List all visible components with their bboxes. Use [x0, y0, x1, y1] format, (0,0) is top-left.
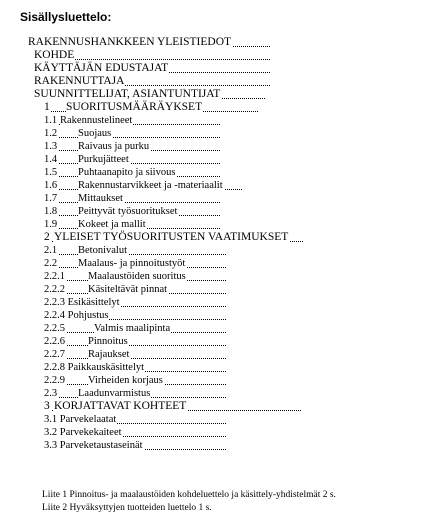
toc-entry-number: 1.3 — [44, 141, 58, 152]
toc-entry — [0, 426, 429, 439]
toc-entry — [0, 49, 429, 62]
toc-entry-title: Rakennustarvikkeet ja -materiaalit — [78, 180, 223, 191]
toc-entry-text: Pohjustus — [67, 310, 109, 321]
toc-entry — [0, 374, 429, 387]
toc-entry — [0, 231, 429, 244]
toc-entry-number: 1.7 — [44, 193, 58, 204]
toc-entry-title — [44, 426, 123, 439]
toc-entry-number: 1.2 — [44, 128, 58, 139]
toc-leader — [44, 358, 226, 359]
toc-entry-title: Laadunvarmistus — [78, 388, 151, 399]
toc-entry — [0, 127, 429, 140]
toc-entry — [0, 166, 429, 179]
toc-entry-text: Parveketaustaseinät — [59, 440, 143, 451]
toc-entry — [0, 322, 429, 335]
toc-leader — [44, 202, 220, 203]
appendix-1: Liite 1 Pinnoitus- ja maalaustöiden kohdeluettelo ja käsittely-yhdistelmät 2 s. — [42, 490, 336, 500]
toc-entry-title: Pinnoitus — [88, 336, 128, 347]
toc-entry-number: 2.2.8 — [44, 362, 65, 373]
toc-entry-text: Parvekelaatat — [59, 414, 117, 425]
toc-entry — [0, 62, 429, 75]
toc-entry-title: SUORITUSMÄÄRÄYKSET — [66, 101, 203, 113]
toc-entry-number: 2.2.7 — [44, 349, 65, 360]
toc-entry-number: 1.5 — [44, 167, 58, 178]
toc-entry — [0, 192, 429, 205]
toc-entry-title: RAKENNUSHANKKEEN YLEISTIEDOT — [28, 36, 232, 48]
toc-entry-title: Peittyvät työsuoritukset — [78, 206, 178, 217]
toc-entry-number: 2.2.3 — [44, 297, 65, 308]
toc-entry-title — [44, 413, 117, 426]
toc-entry-title: Raivaus ja purku — [78, 141, 150, 152]
toc-entry-number: 1.8 — [44, 206, 58, 217]
toc-entry-title: Suojaus — [78, 128, 112, 139]
toc-entry-number: 3.2 — [44, 427, 58, 438]
toc-entry-number: 2.2.2 — [44, 284, 65, 295]
toc-entry-title: Käsiteltävät pinnat — [88, 284, 168, 295]
toc-entry — [0, 413, 429, 426]
toc-entry — [0, 361, 429, 374]
toc-entry — [0, 387, 429, 400]
toc-entry — [0, 257, 429, 270]
toc-entry-number: 1.1 — [44, 115, 58, 126]
toc-entry — [0, 244, 429, 257]
toc-entry — [0, 205, 429, 218]
toc-entry-title — [44, 439, 144, 452]
table-of-contents — [0, 36, 429, 452]
toc-entry-title: Kokeet ja mallit — [78, 219, 146, 230]
toc-entry-number: 2.2.6 — [44, 336, 65, 347]
toc-entry — [0, 36, 429, 49]
toc-entry-title: Mittaukset — [78, 193, 123, 204]
toc-entry-number: 1.6 — [44, 180, 58, 191]
toc-entry-number: 3.3 — [44, 440, 58, 451]
toc-entry-number: 1.9 — [44, 219, 58, 230]
toc-entry-number: 2.2 — [44, 258, 58, 269]
toc-entry — [0, 335, 429, 348]
toc-entry-title: Purkujätteet — [78, 154, 129, 165]
toc-entry — [0, 114, 429, 127]
toc-leader — [44, 163, 220, 164]
toc-entry-number: 2 — [44, 231, 50, 243]
toc-entry-title: Rajaukset — [88, 349, 130, 360]
toc-entry-number: 2.3 — [44, 388, 58, 399]
toc-entry-title: SUUNNITTELIJAT, ASIANTUNTIJAT — [34, 88, 221, 100]
toc-entry — [0, 140, 429, 153]
toc-entry — [0, 75, 429, 88]
toc-leader — [44, 254, 226, 255]
toc-entry — [0, 309, 429, 322]
toc-entry-title — [44, 296, 121, 309]
toc-entry-title: Valmis maalipinta — [94, 323, 171, 334]
page-title: Sisällysluettelo: — [20, 10, 112, 24]
toc-entry-number: 1.4 — [44, 154, 58, 165]
toc-entry — [0, 179, 429, 192]
toc-entry-number: 2.2.9 — [44, 375, 65, 386]
toc-entry — [0, 296, 429, 309]
toc-entry — [0, 218, 429, 231]
toc-entry-title — [44, 361, 145, 374]
toc-entry-number: 2.2.5 — [44, 323, 65, 334]
toc-leader — [44, 137, 220, 138]
toc-entry-number: 2.2.4 — [44, 310, 65, 321]
toc-entry — [0, 270, 429, 283]
toc-entry-number: 3.1 — [44, 414, 58, 425]
toc-entry-title: Virheiden korjaus — [88, 375, 163, 386]
toc-entry-number: 1 — [44, 101, 50, 113]
toc-entry-title: Maalaustöiden suoritus — [88, 271, 186, 282]
toc-entry-title: KÄYTTÄJÄN EDUSTAJAT — [34, 62, 169, 74]
toc-entry — [0, 348, 429, 361]
toc-entry-title: RAKENNUTTAJA — [34, 75, 125, 87]
toc-entry — [0, 88, 429, 101]
toc-entry-title — [44, 309, 109, 322]
toc-entry-number: 2.1 — [44, 245, 58, 256]
toc-entry-title: Puhtaanapito ja siivous — [78, 167, 176, 178]
toc-leader — [44, 345, 226, 346]
toc-entry-text: Esikäsittelyt — [67, 297, 120, 308]
toc-entry — [0, 400, 429, 413]
toc-entry-title: Rakennustelineet — [60, 115, 133, 126]
toc-entry-text: Paikkauskäsittelyt — [67, 362, 145, 373]
toc-entry-title: KOHDE — [34, 49, 75, 61]
appendix-2: Liite 2 Hyväksyttyjen tuotteiden luettelo 1 s. — [42, 503, 212, 513]
toc-entry — [0, 439, 429, 452]
toc-entry-title: YLEISET TYÖSUORITUSTEN VAATIMUKSET — [54, 231, 289, 243]
toc-entry-text: Parvekekaiteet — [59, 427, 122, 438]
toc-entry — [0, 283, 429, 296]
toc-entry — [0, 101, 429, 114]
toc-entry-title: Betonivalut — [78, 245, 127, 256]
toc-entry — [0, 153, 429, 166]
toc-entry-number: 2.2.1 — [44, 271, 65, 282]
toc-entry-title: Maalaus- ja pinnoitustyöt — [78, 258, 186, 269]
toc-entry-number: 3 — [44, 400, 50, 412]
toc-entry-title: KORJATTAVAT KOHTEET — [54, 400, 187, 412]
